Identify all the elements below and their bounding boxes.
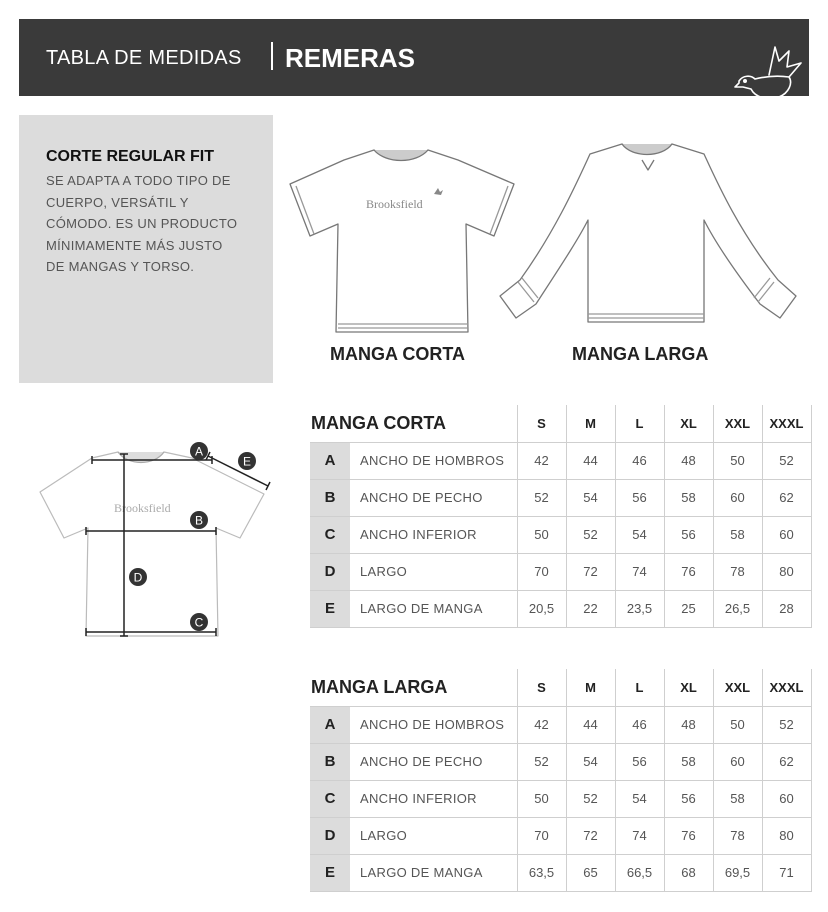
size-value: 46 xyxy=(615,706,664,743)
size-value: 22 xyxy=(566,590,615,627)
size-header: XL xyxy=(664,669,713,706)
marker-a xyxy=(190,442,208,460)
size-value: 56 xyxy=(664,516,713,553)
svg-text:C: C xyxy=(194,615,204,630)
table-row xyxy=(310,479,811,516)
marker-b xyxy=(190,511,208,529)
svg-text:E: E xyxy=(242,454,252,469)
fit-line: DE MANGAS Y TORSO. xyxy=(46,259,195,274)
size-value: 25 xyxy=(664,590,713,627)
size-value: 56 xyxy=(615,743,664,780)
size-value: 52 xyxy=(517,743,566,780)
size-value: 46 xyxy=(615,442,664,479)
row-letter: E xyxy=(310,590,350,627)
fit-line: CUERPO, VERSÁTIL Y xyxy=(46,194,189,210)
size-value: 52 xyxy=(762,706,811,743)
size-value: 72 xyxy=(566,553,615,590)
duck-logo-icon xyxy=(731,41,803,107)
row-letter: A xyxy=(310,442,350,479)
row-label: ANCHO INFERIOR xyxy=(350,516,517,553)
size-value: 78 xyxy=(713,553,762,590)
short-sleeve-shirt-illustration xyxy=(288,144,518,336)
size-value: 50 xyxy=(517,780,566,817)
fit-line: SE ADAPTA A TODO TIPO DE xyxy=(46,173,231,188)
row-label: LARGO xyxy=(350,817,517,854)
row-label: ANCHO DE HOMBROS xyxy=(350,706,517,743)
size-value: 56 xyxy=(664,780,713,817)
size-value: 26,5 xyxy=(713,590,762,627)
size-value: 23,5 xyxy=(615,590,664,627)
row-label: LARGO DE MANGA xyxy=(350,590,517,627)
table-row xyxy=(310,780,811,817)
size-value: 52 xyxy=(517,479,566,516)
size-value: 54 xyxy=(566,743,615,780)
size-header: L xyxy=(615,669,664,706)
fit-title: CORTE REGULAR FIT xyxy=(46,148,214,165)
size-value: 44 xyxy=(566,706,615,743)
table-row xyxy=(310,442,811,479)
row-letter: B xyxy=(310,743,350,780)
table-row xyxy=(310,854,811,891)
table-title: MANGA LARGA xyxy=(310,669,517,706)
svg-text:B: B xyxy=(194,513,204,528)
size-table-long-sleeve xyxy=(310,669,812,892)
size-value: 76 xyxy=(664,553,713,590)
size-value: 74 xyxy=(615,553,664,590)
size-value: 60 xyxy=(762,516,811,553)
size-value: 74 xyxy=(615,817,664,854)
svg-text:D: D xyxy=(133,570,143,585)
size-header: XXL xyxy=(713,405,762,442)
table-row xyxy=(310,553,811,590)
size-value: 56 xyxy=(615,479,664,516)
size-value: 62 xyxy=(762,743,811,780)
size-value: 62 xyxy=(762,479,811,516)
size-value: 69,5 xyxy=(713,854,762,891)
size-header: XXXL xyxy=(762,405,811,442)
size-value: 54 xyxy=(615,780,664,817)
size-value: 58 xyxy=(713,780,762,817)
caption-short-sleeve: MANGA CORTA xyxy=(330,344,465,364)
size-value: 42 xyxy=(517,706,566,743)
size-header: M xyxy=(566,669,615,706)
size-value: 60 xyxy=(713,743,762,780)
size-header: XXXL xyxy=(762,669,811,706)
table-row xyxy=(310,743,811,780)
fit-line: CÓMODO. ES UN PRODUCTO xyxy=(46,216,238,231)
row-label: LARGO DE MANGA xyxy=(350,854,517,891)
size-value: 66,5 xyxy=(615,854,664,891)
size-header: XL xyxy=(664,405,713,442)
measurement-diagram xyxy=(36,436,276,646)
size-table-short-sleeve xyxy=(310,405,812,628)
size-value: 54 xyxy=(566,479,615,516)
row-letter: D xyxy=(310,553,350,590)
size-value: 68 xyxy=(664,854,713,891)
table-row xyxy=(310,516,811,553)
size-value: 72 xyxy=(566,817,615,854)
fit-info-panel xyxy=(19,115,273,383)
size-value: 52 xyxy=(566,780,615,817)
size-value: 58 xyxy=(713,516,762,553)
size-value: 58 xyxy=(664,479,713,516)
caption-long-sleeve: MANGA LARGA xyxy=(572,344,709,364)
size-header: L xyxy=(615,405,664,442)
size-value: 60 xyxy=(762,780,811,817)
row-label: LARGO xyxy=(350,553,517,590)
fit-line: MÍNIMAMENTE MÁS JUSTO xyxy=(46,237,223,253)
table-row xyxy=(310,590,811,627)
fit-description xyxy=(46,170,261,278)
header-product: REMERAS xyxy=(285,43,416,73)
size-header: XXL xyxy=(713,669,762,706)
size-value: 70 xyxy=(517,553,566,590)
row-label: ANCHO DE PECHO xyxy=(350,743,517,780)
table-row xyxy=(310,706,811,743)
size-value: 80 xyxy=(762,553,811,590)
marker-c xyxy=(190,613,208,631)
size-value: 58 xyxy=(664,743,713,780)
size-value: 71 xyxy=(762,854,811,891)
size-value: 76 xyxy=(664,817,713,854)
row-letter: A xyxy=(310,706,350,743)
size-value: 48 xyxy=(664,442,713,479)
header-title: TABLA DE MEDIDAS xyxy=(46,47,242,69)
size-value: 44 xyxy=(566,442,615,479)
size-value: 70 xyxy=(517,817,566,854)
size-value: 28 xyxy=(762,590,811,627)
size-value: 60 xyxy=(713,479,762,516)
size-value: 20,5 xyxy=(517,590,566,627)
row-letter: E xyxy=(310,854,350,891)
size-value: 63,5 xyxy=(517,854,566,891)
size-value: 80 xyxy=(762,817,811,854)
long-sleeve-shirt-illustration xyxy=(498,140,798,324)
row-label: ANCHO INFERIOR xyxy=(350,780,517,817)
row-label: ANCHO DE HOMBROS xyxy=(350,442,517,479)
header-bar xyxy=(19,19,809,96)
table-title: MANGA CORTA xyxy=(310,405,517,442)
size-header: M xyxy=(566,405,615,442)
size-value: 54 xyxy=(615,516,664,553)
svg-text:A: A xyxy=(194,444,204,459)
diagram-brand-text: Brooksfield xyxy=(114,501,171,515)
size-value: 48 xyxy=(664,706,713,743)
size-value: 65 xyxy=(566,854,615,891)
header-divider xyxy=(271,42,273,70)
row-letter: B xyxy=(310,479,350,516)
row-letter: D xyxy=(310,817,350,854)
row-letter: C xyxy=(310,780,350,817)
marker-e xyxy=(238,452,256,470)
size-value: 52 xyxy=(762,442,811,479)
size-header: S xyxy=(517,669,566,706)
size-value: 50 xyxy=(713,706,762,743)
size-value: 50 xyxy=(517,516,566,553)
brand-text: Brooksfield xyxy=(366,197,423,211)
size-value: 78 xyxy=(713,817,762,854)
size-value: 50 xyxy=(713,442,762,479)
size-value: 52 xyxy=(566,516,615,553)
size-value: 42 xyxy=(517,442,566,479)
row-letter: C xyxy=(310,516,350,553)
table-row xyxy=(310,817,811,854)
table-header-row xyxy=(310,669,811,706)
table-header-row xyxy=(310,405,811,442)
row-label: ANCHO DE PECHO xyxy=(350,479,517,516)
size-header: S xyxy=(517,405,566,442)
marker-d xyxy=(129,568,147,586)
